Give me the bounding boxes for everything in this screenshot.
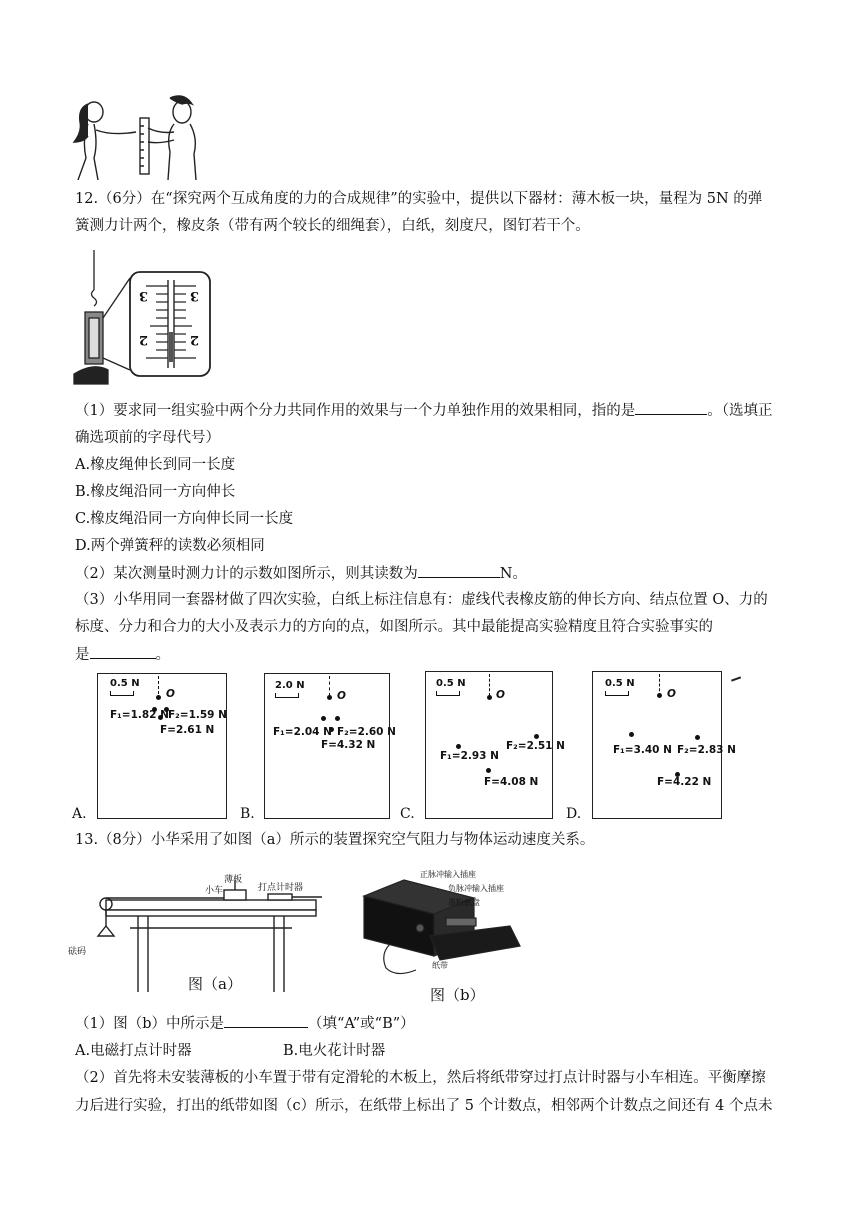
point-f2 <box>695 735 700 740</box>
q12-sub1-line2: 确选项前的字母代号） <box>75 430 220 446</box>
panel-b-label: B. <box>240 806 255 822</box>
point-f <box>486 768 491 773</box>
label-toner-disk: 墨粉纸盘 <box>448 898 480 907</box>
scale-bar <box>605 691 629 696</box>
scale-bar <box>436 691 460 696</box>
option-b: B.橡皮绳沿同一方向伸长 <box>75 484 236 500</box>
scale-mark-2-right: 2 <box>190 332 200 347</box>
point-f2 <box>335 716 340 721</box>
label-f: F=4.08 N <box>484 776 539 788</box>
label-f1: F₁=2.93 N <box>440 750 499 762</box>
scale-label: 0.5 N <box>605 678 635 689</box>
label-f1: F₁=2.04 N <box>273 726 332 738</box>
point-f2 <box>534 734 539 739</box>
option-a: A.橡皮绳伸长到同一长度 <box>75 457 236 473</box>
label-timer: 打点计时器 <box>258 883 304 893</box>
panel-c <box>425 671 565 819</box>
panel-d <box>592 671 736 819</box>
q13-opt-b: B.电火花计时器 <box>283 1043 386 1059</box>
label-f: F=4.32 N <box>321 739 376 751</box>
option-d: D.两个弹簧秤的读数必须相同 <box>75 538 265 554</box>
figure-a-caption: 图（a） <box>188 975 242 993</box>
panel-c-label: C. <box>400 806 415 822</box>
q13-sub2-line2: 力后进行实验，打出的纸带如图（c）所示，在纸带上标出了 5 个计数点，相邻两个计数点之间还有 4 个点未 <box>75 1098 773 1114</box>
label-weight: 砝码 <box>68 947 87 957</box>
label-f1: F₁=1.82 N <box>110 709 169 721</box>
answer-blank-4[interactable] <box>224 1013 308 1028</box>
label-positive-socket: 正脉冲输入插座 <box>420 870 476 879</box>
point-o <box>657 693 662 698</box>
q12-line2: 簧测力计两个，橡皮条（带有两个较长的细绳套），白纸，刻度尺，图钉若干个。 <box>75 218 590 234</box>
option-c: C.橡皮绳沿同一方向伸长同一长度 <box>75 511 294 527</box>
label-cart: 小车 <box>205 886 224 896</box>
label-board: 薄板 <box>224 875 243 885</box>
q13-line1: 13.（8分）小华采用了如图（a）所示的装置探究空气阻力与物体运动速度关系。 <box>75 832 595 848</box>
scale-label: 0.5 N <box>436 678 466 689</box>
q12-sub2: （2）某次测量时测力计的示数如图所示，则其读数为 N。 <box>75 563 527 584</box>
label-o: O <box>337 690 346 702</box>
panel-d-label: D. <box>566 806 582 822</box>
q12-line1: 12.（6分）在“探究两个互成角度的力的合成规律”的实验中，提供以下器材：薄木板一块，量程为 5N 的弹 <box>75 191 763 207</box>
point-f1 <box>629 732 634 737</box>
label-f1: F₁=3.40 N <box>613 744 672 756</box>
label-o: O <box>496 689 505 701</box>
answer-blank-2[interactable] <box>418 563 500 578</box>
scale-bar <box>110 691 134 696</box>
label-f: F=4.22 N <box>657 776 712 788</box>
label-paper-tape: 纸带 <box>432 961 448 970</box>
scale-label: 0.5 N <box>110 678 140 689</box>
point-o <box>327 695 332 700</box>
stray-mark <box>731 676 741 681</box>
q12-sub1-line1: （1）要求同一组实验中两个分力共同作用的效果与一个力单独作用的效果相同，指的是 。（选填正 <box>75 400 772 421</box>
point-o <box>156 695 161 700</box>
q12-sub3-line3: 是 。 <box>75 644 170 665</box>
answer-blank-1[interactable] <box>635 400 707 415</box>
dashed-line <box>158 676 159 694</box>
label-f2: F₂=2.60 N <box>337 726 396 738</box>
label-f2: F₂=1.59 N <box>168 709 227 721</box>
q13-opt-a: A.电磁打点计时器 <box>75 1043 192 1059</box>
q12-sub3-line2: 标度、分力和合力的大小及表示力的方向的点，如图所示。其中最能提高实验精度且符合实验事实的 <box>75 619 713 635</box>
q13-sub2-line1: （2）首先将未安装薄板的小车置于带有定滑轮的木板上，然后将纸带穿过打点计时器与小车相连。平衡摩擦 <box>75 1070 766 1086</box>
point-f1 <box>456 744 461 749</box>
dashed-line <box>489 674 490 696</box>
scale-mark-3-left: 3 <box>139 288 149 303</box>
q12-sub3-line1: （3）小华用同一套器材做了四次实验，白纸上标注信息有：虚线代表橡皮筋的伸长方向、结点位置 O、力的 <box>75 592 768 608</box>
scale-mark-2-left: 2 <box>139 332 149 347</box>
label-f2: F₂=2.51 N <box>506 740 565 752</box>
dashed-line <box>329 676 330 696</box>
panel-a <box>97 673 227 819</box>
label-o: O <box>166 688 175 700</box>
q13-sub1: （1）图（b）中所示是 （填“A”或“B”） <box>75 1013 415 1034</box>
spring-scale-figure <box>70 246 215 388</box>
scale-label: 2.0 N <box>275 680 305 691</box>
point-o <box>487 695 492 700</box>
students-illustration <box>70 92 215 180</box>
panel-a-label: A. <box>72 806 87 822</box>
label-negative-socket: 负脉冲输入插座 <box>448 884 504 893</box>
panel-b <box>264 673 396 819</box>
point-f1 <box>321 716 326 721</box>
figure-b-caption: 图（b） <box>430 986 485 1004</box>
label-o: O <box>667 688 676 700</box>
label-f: F=2.61 N <box>160 724 215 736</box>
scale-mark-3-right: 3 <box>190 288 200 303</box>
scale-bar <box>275 693 299 698</box>
label-f2: F₂=2.83 N <box>677 744 736 756</box>
answer-blank-3[interactable] <box>90 644 156 659</box>
